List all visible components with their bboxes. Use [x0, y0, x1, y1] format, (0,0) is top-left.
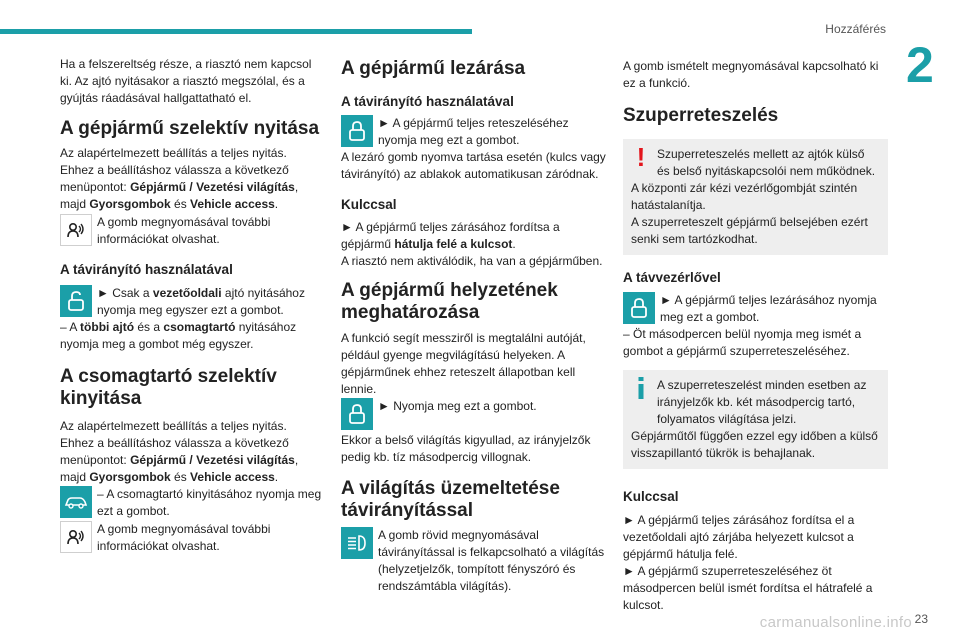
locate-button-text: ► Nyomja meg ezt a gombot.	[378, 399, 537, 413]
other-doors-text: – A többi ajtó és a csomagtartó nyitásához nyomja meg a gombot még egyszer.	[60, 320, 297, 351]
auto-window-text: A lezáró gomb nyomva tartása esetén (kulcs vagy távirányító) az ablakok automatikusan záródnak.	[341, 150, 606, 181]
smart-info-icon	[60, 521, 92, 553]
warning-text-2: A központi zár kézi vezérlőgombját szintén hatástalanítja.	[631, 181, 858, 212]
trunk-unlock-row	[60, 486, 324, 520]
key-deadlock-text-2: ► A gépjármű szuperreteszeléséhez öt másodpercen belül ismét fordítsa el hátrafelé a kulcsot.	[623, 564, 873, 612]
lock-button-row	[341, 115, 609, 149]
key-deadlock-text-1: ► A gépjármű teljes zárásához fordítsa el a vezetőoldali ajtó zárjába helyezett kulcsot a gépjármű hátulja felé.	[623, 513, 855, 561]
locate-result-text: Ekkor a belső világítás kigyullad, az irányjelzők pedig kb. tíz másodpercig villognak.	[341, 433, 591, 464]
car-trunk-icon	[60, 486, 92, 518]
lock-icon	[623, 292, 655, 324]
deadlock-button-text: ► A gépjármű teljes lezárásához nyomja meg ezt a gombot.	[660, 293, 877, 324]
trunk-unlock-text: – A csomagtartó kinyitásához nyomja meg ezt a gombot.	[97, 487, 322, 518]
trunk-menu-text: Ehhez a beállításhoz válassza a következő menüpontot: Gépjármű / Vezetési világítás, majd Gyorsgombok és Vehicle access.	[60, 436, 299, 484]
info-icon	[631, 377, 651, 399]
locate-text: A funkció segít messziről is megtalálni autóját, például gyenge megvilágítású helyeken. A gépjárműnek ehhez reteszelt állapotban kell lennie.	[341, 331, 586, 396]
locate-button-row	[341, 398, 609, 430]
warning-text-1: Szuperreteszelés mellett az ajtók külső és belső nyitáskapcsolói nem működnek.	[657, 147, 876, 178]
heading-key-lock: Kulccsal	[341, 197, 397, 212]
lock-icon	[341, 115, 373, 147]
warning-exclamation-icon: !	[636, 142, 646, 172]
selective-info-text: A gomb megnyomásával további információkat olvashat.	[97, 215, 271, 246]
trunk-default-text: Az alapértelmezett beállítás a teljes nyitás.	[60, 419, 287, 433]
headlight-icon	[341, 527, 373, 559]
heading-trunk-unlock: A csomagtartó szelektív kinyitása	[60, 366, 277, 409]
deadlock-press-again-text: – Öt másodpercen belül nyomja meg ismét a gombot a gépjármű szuperreteszeléséhez.	[623, 327, 862, 358]
page-number: 23	[914, 612, 928, 626]
heading-deadlocking: Szuperreteszelés	[623, 105, 779, 126]
chapter-number: 2	[906, 37, 934, 93]
column-2	[341, 56, 609, 595]
heading-key-deadlock: Kulccsal	[623, 489, 679, 504]
heading-locate-vehicle: A gépjármű helyzetének meghatározása	[341, 280, 558, 323]
info-text-2: Gépjárműtől függően ezzel egy időben a külső visszapillantó tükrök is behajlanak.	[631, 429, 878, 460]
selective-menu-text: Ehhez a beállításhoz válassza a következő menüpontot: Gépjármű / Vezetési világítás, majd Gyorsgombok és Vehicle access.	[60, 163, 299, 211]
trunk-info-text: A gomb megnyomásával további információkat olvashat.	[97, 522, 271, 553]
selective-info-note	[60, 214, 324, 248]
watermark: carmanualsonline.info	[759, 614, 912, 631]
toggle-off-text: A gomb ismételt megnyomásával kapcsolható ki ez a funkció.	[623, 59, 879, 90]
column-3	[623, 56, 888, 614]
deadlock-warning	[623, 139, 888, 255]
lighting-row	[341, 527, 609, 595]
driver-unlock-text: ► Csak a vezetőoldali ajtó nyitásához nyomja meg egyszer ezt a gombot.	[97, 286, 305, 317]
heading-remote-deadlock: A távvezérlővel	[623, 270, 721, 285]
lock-button-text: ► A gépjármű teljes reteszeléséhez nyomja meg ezt a gombot.	[378, 116, 569, 147]
driver-unlock-row	[60, 285, 324, 319]
trunk-info-note	[60, 521, 324, 555]
alarm-not-active-text: A riasztó nem aktiválódik, ha van a gépjárműben.	[341, 254, 603, 268]
lighting-text-inline: A gomb rövid megnyomásával távirányítással is felkapcsolható a világítás (helyzetjelzők, tompított fényszóró és rendszámtábla világítás).	[378, 528, 605, 593]
heading-remote-lock: A távirányító használatával	[341, 94, 514, 109]
section-title: Hozzáférés	[825, 22, 886, 36]
alarm-intro: Ha a felszereltség része, a riasztó nem kapcsol ki. Az ajtó nyitásakor a riasztó megszólal, és a gyújtás ráadásával hallgattatható el.	[60, 57, 312, 105]
heading-remote-driver: A távirányító használatával	[60, 262, 233, 277]
deadlock-button-row	[623, 292, 888, 326]
key-lock-text: ► A gépjármű teljes zárásához fordítsa a gépjármű hátulja felé a kulcsot.	[341, 220, 560, 251]
info-text-1: A szuperreteszelést minden esetben az irányjelzők kb. két másodpercig tartó, folyamatos világítása jelzi.	[657, 378, 867, 426]
warning-text-3: A szuperreteszelt gépjármű belsejében ezért senki sem tartózkodhat.	[631, 215, 868, 246]
heading-selective-unlock: A gépjármű szelektív nyitása	[60, 118, 320, 139]
deadlock-info-note	[623, 370, 888, 469]
column-1	[60, 56, 324, 555]
header-accent-bar	[0, 29, 472, 34]
selective-default-text: Az alapértelmezett beállítás a teljes nyitás.	[60, 146, 287, 160]
smart-info-icon	[60, 214, 92, 246]
heading-remote-lighting: A világítás üzemeltetése távirányítással	[341, 478, 560, 521]
lock-icon	[341, 398, 373, 430]
heading-locking: A gépjármű lezárása	[341, 58, 526, 79]
unlock-icon	[60, 285, 92, 317]
